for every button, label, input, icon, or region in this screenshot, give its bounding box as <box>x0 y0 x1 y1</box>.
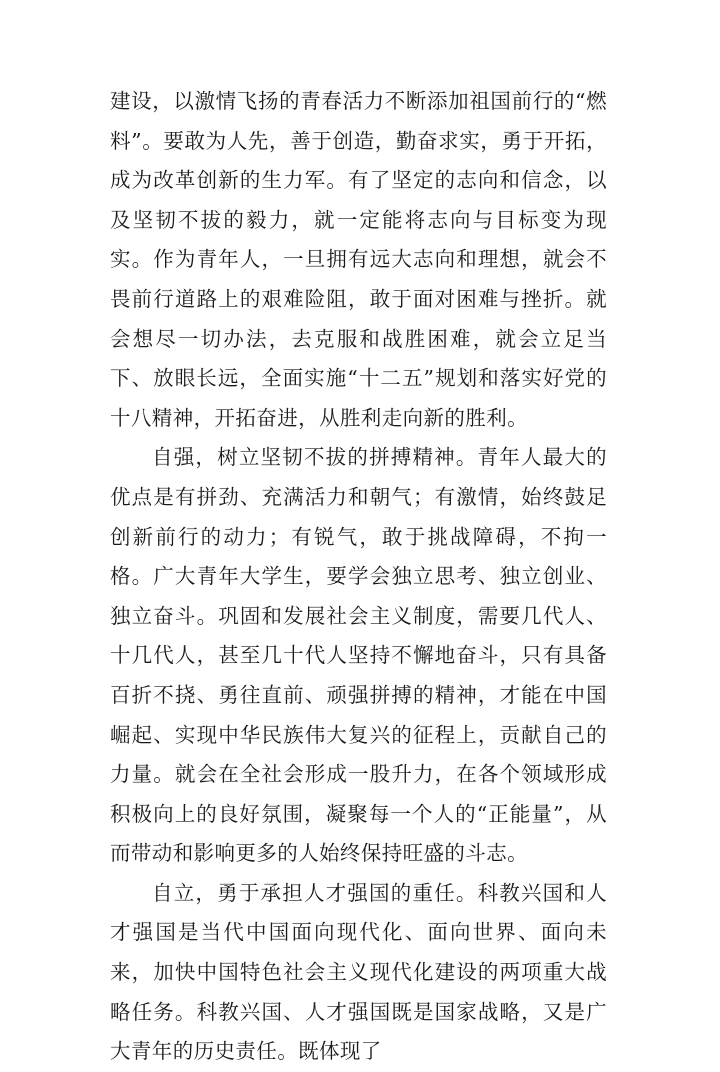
paragraph-3: 自立，勇于承担人才强国的重任。科教兴国和人才强国是当代中国面向现代化、面向世界、面向未来，加快中国特色社会主义现代化建设的两项重大战略任务。科教兴国、人才强国既是国家战略，又是广大青年的历史责任。既体现了 <box>110 880 607 1064</box>
document-body <box>110 82 607 1072</box>
paragraph-2: 自强，树立坚韧不拔的拼搏精神。青年人最大的优点是有拼劲、充满活力和朝气；有激情，始终鼓足创新前行的动力；有锐气，敢于挑战障碍，不拘一格。广大青年大学生，要学会独立思考、独立创业、独立奋斗。巩固和发展社会主义制度，需要几代人、十几代人，甚至几十代人坚持不懈地奋斗，只有具备百折不挠、勇往直前、顽强拼搏的精神，才能在中国崛起、实现中华民族伟大复兴的征程上，贡献自己的力量。就会在全社会形成一股升力，在各个领域形成积极向上的良好氛围，凝聚每一个人的“正能量”，从而带动和影响更多的人始终保持旺盛的斗志。 <box>110 445 607 866</box>
paragraph-1: 建设，以激情飞扬的青春活力不断添加祖国前行的“燃料”。要敢为人先，善于创造，勤奋求实，勇于开拓，成为改革创新的生力军。有了坚定的志向和信念，以及坚韧不拔的毅力，就一定能将志向与目标变为现实。作为青年人，一旦拥有远大志向和理想，就会不畏前行道路上的艰难险阻，敢于面对困难与挫折。就会想尽一切办法，去克服和战胜困难，就会立足当下、放眼长远，全面实施“十二五”规划和落实好党的十八精神，开拓奋进，从胜利走向新的胜利。 <box>110 89 607 430</box>
